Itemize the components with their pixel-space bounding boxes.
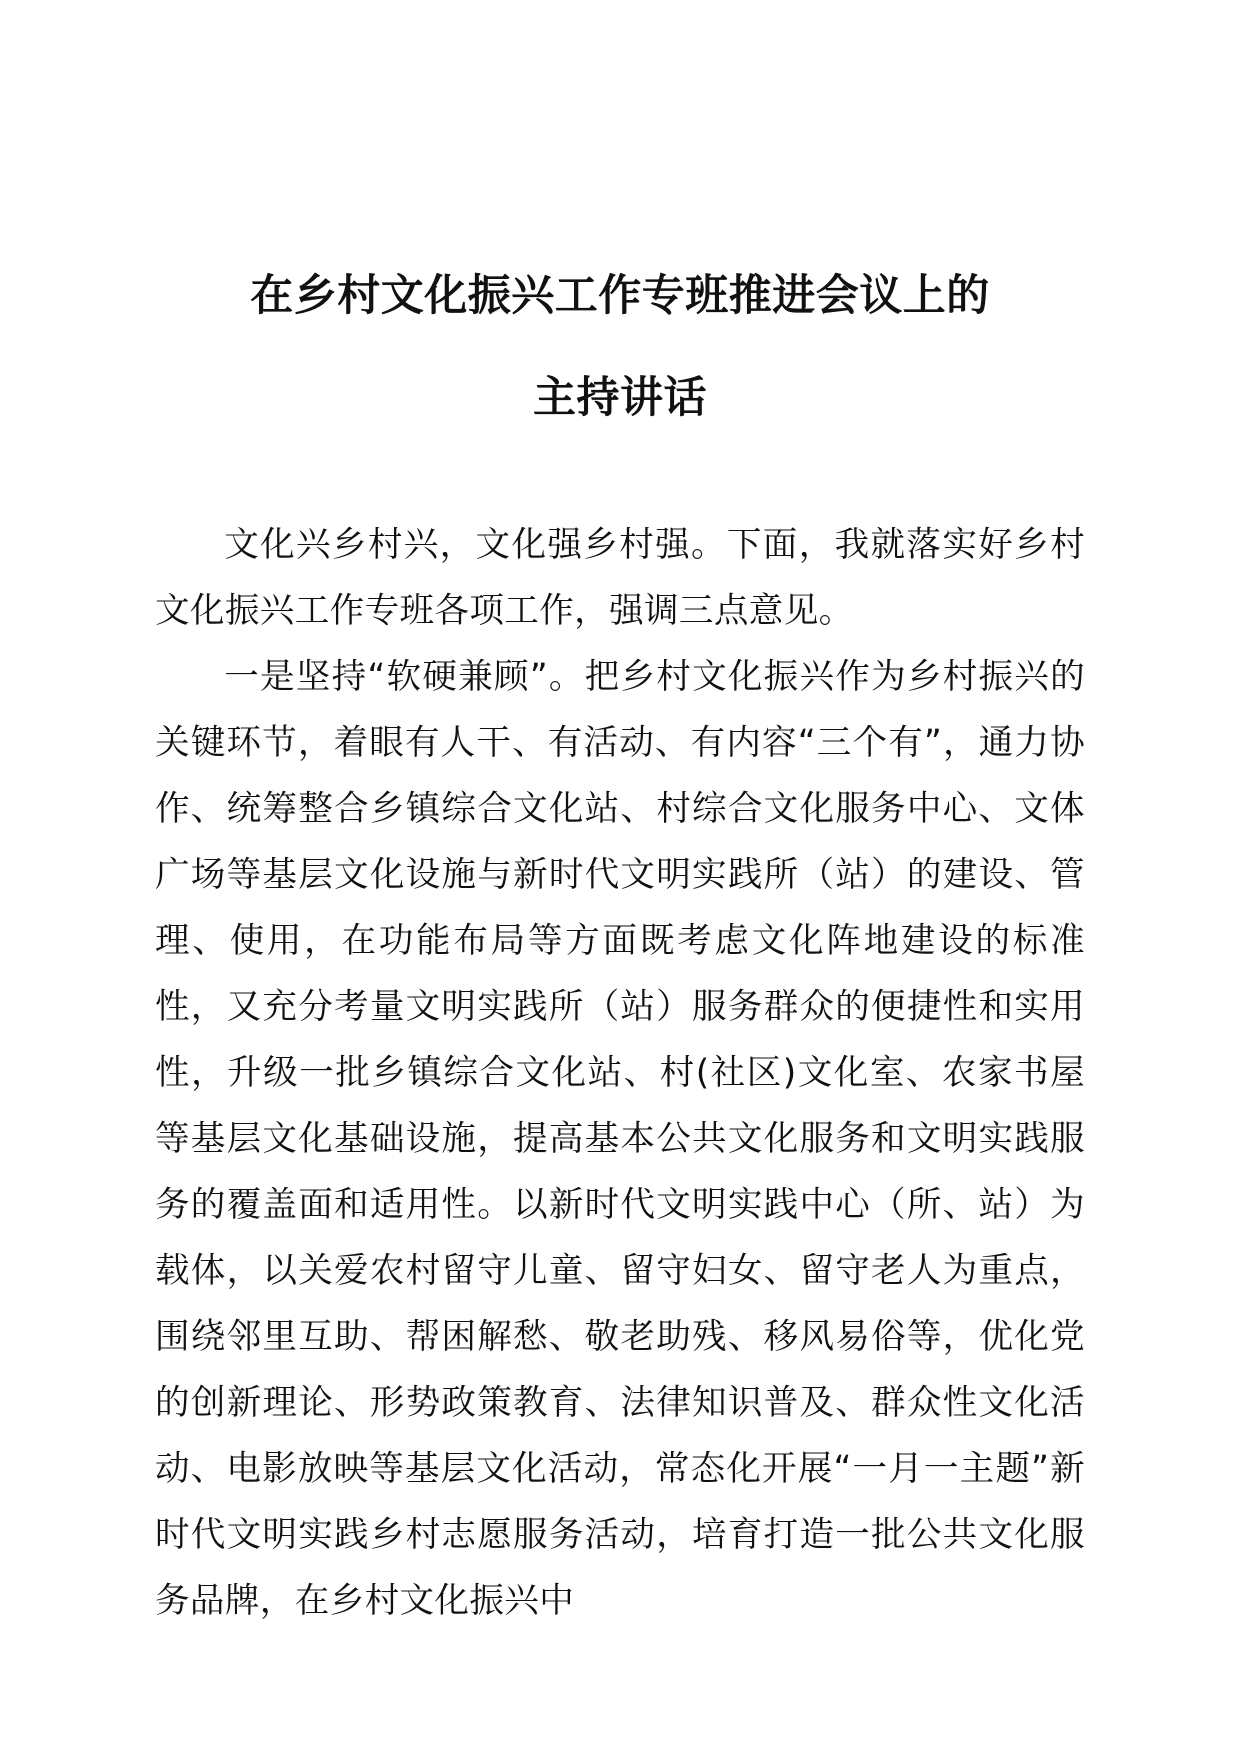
document-body xyxy=(155,512,1085,1634)
paragraph-intro: 文化兴乡村兴，文化强乡村强。下面，我就落实好乡村文化振兴工作专班各项工作，强调三点意见。 xyxy=(155,525,1085,631)
document-title-line-1: 在乡村文化振兴工作专班推进会议上的 xyxy=(250,271,990,321)
paragraph-point-one: 一是坚持“软硬兼顾”。把乡村文化振兴作为乡村振兴的关键环节，着眼有人干、有活动、有内容“三个有”，通力协作、统筹整合乡镇综合文化站、村综合文化服务中心、文体广场等基层文化设施与新时代文明实践所（站）的建设、管理、使用，在功能布局等方面既考虑文化阵地建设的标准性，又充分考量文明实践所（站）服务群众的便捷性和实用性，升级一批乡镇综合文化站、村(社区)文化室、农家书屋等基层文化基础设施，提高基本公共文化服务和文明实践服务的覆盖面和适用性。以新时代文明实践中心（所、站）为载体，以关爱农村留守儿童、留守妇女、留守老人为重点，围绕邻里互助、帮困解愁、敬老助残、移风易俗等，优化党的创新理论、形势政策教育、法律知识普及、群众性文化活动、电影放映等基层文化活动，常态化开展“一月一主题”新时代文明实践乡村志愿服务活动，培育打造一批公共文化服务品牌，在乡村文化振兴中 xyxy=(155,657,1085,1621)
document-title-line-2: 主持讲话 xyxy=(533,373,707,423)
